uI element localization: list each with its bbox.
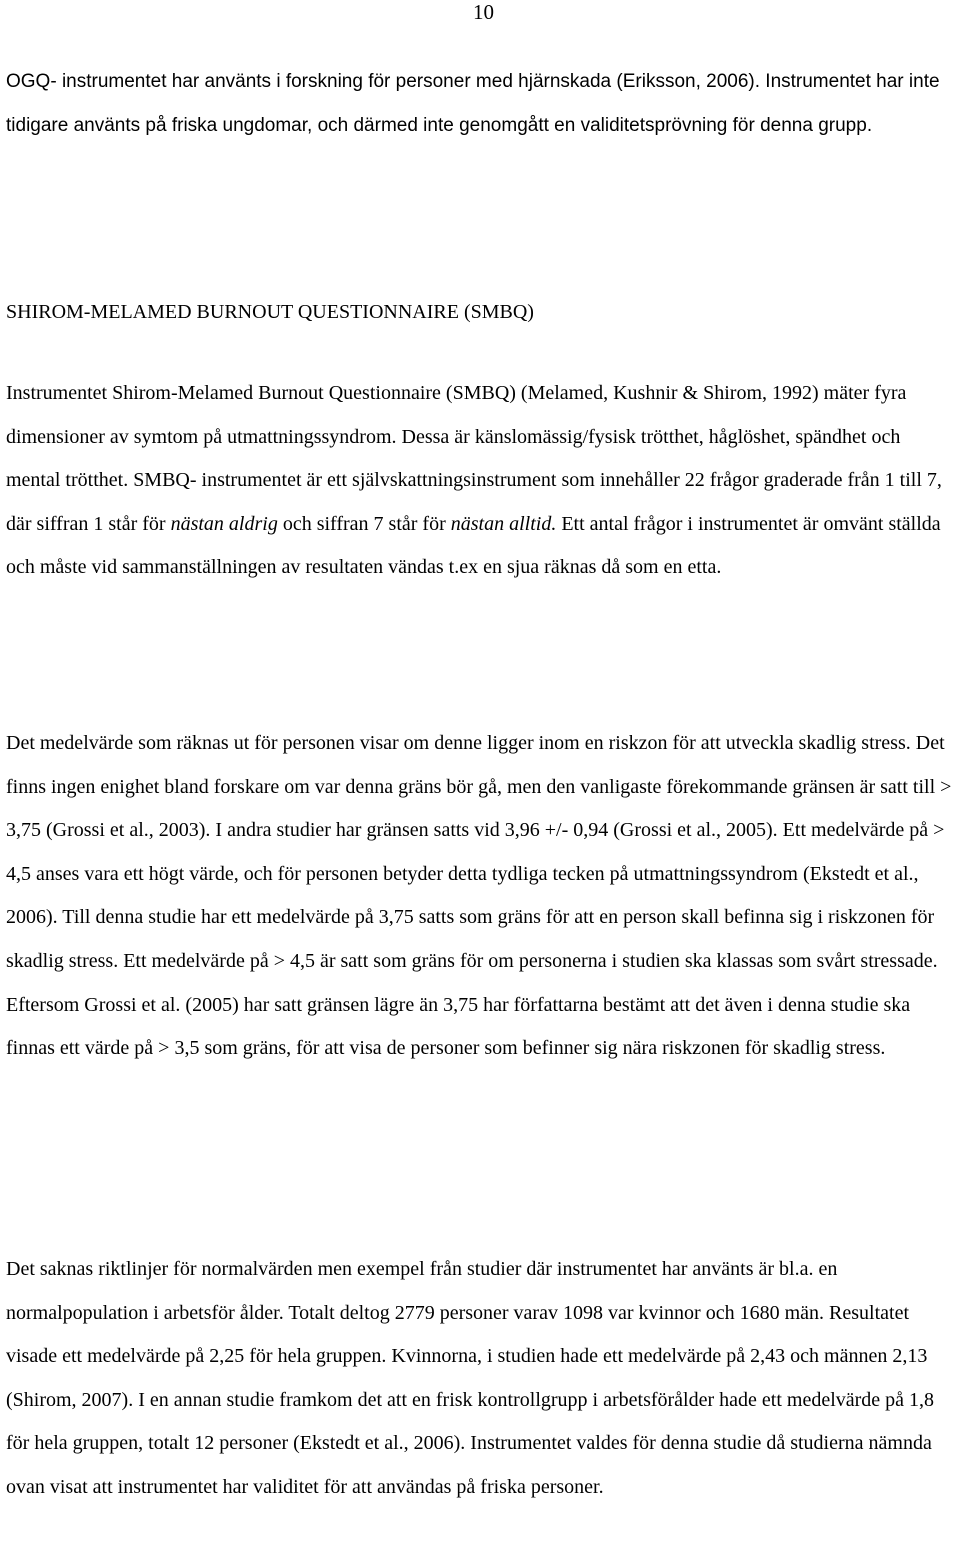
- paragraph-text-part-3: Ett antal frågor i instrumentet är omvänt ställda och måste vid sammanställningen av resultaten vändas t.ex en sjua räknas då som en etta.: [6, 512, 941, 579]
- paragraph-text-part-2: och siffran 7 står för: [277, 512, 451, 535]
- paragraph-italic-term-1: nästan aldrig: [170, 512, 278, 535]
- paragraph-text-part-1: Instrumentet Shirom-Melamed Burnout Questionnaire (SMBQ) (Melamed, Kushnir & Shirom, 1992) mäter fyra dimensioner av symtom på utmattningssyndrom. Dessa är känslomässig/fysisk trötthet, håglöshet, spändhet och mental trötthet. SMBQ- instrumentet är ett självskattningsinstrument som innehåller 22 frågor graderade från 1 till 7, där siffran 1 står för: [6, 382, 942, 535]
- section-heading: SHIROM-MELAMED BURNOUT QUESTIONNAIRE (SMBQ): [6, 301, 534, 323]
- intro-paragraph: OGQ- instrumentet har använts i forskning för personer med hjärnskada (Eriksson, 2006). Instrumentet har inte tidigare använts på friska ungdomar, och därmed inte genomgått en validitetsprövning för denna grupp.: [6, 71, 940, 136]
- normal-values-paragraph: Det saknas riktlinjer för normalvärden men exempel från studier där instrumentet har använts är bl.a. en normalpopulation i arbetsför ålder. Totalt deltog 2779 personer varav 1098 var kvinnor och 1680 män. Resultatet visade ett medelvärde på 2,25 för hela gruppen. Kvinnorna, i studien hade ett medelvärde på 2,43 och männen 2,13 (Shirom, 2007). I en annan studie framkom det att en frisk kontrollgrupp i arbetsförålder hade ett medelvärde på 1,8 för hela gruppen, totalt 12 personer (Ekstedt et al., 2006). Instrumentet valdes för denna studie då studierna nämnda ovan visat att instrumentet har validitet för att användas på friska personer.: [6, 1258, 935, 1498]
- smbq-description-paragraph: [6, 372, 956, 590]
- risk-zone-paragraph: Det medelvärde som räknas ut för personen visar om denne ligger inom en riskzon för att utveckla skadlig stress. Det finns ingen enighet bland forskare om var denna gräns bör gå, men den vanligaste förekommande gränsen är satt till > 3,75 (Grossi et al., 2003). I andra studier har gränsen satts vid 3,96 +/- 0,94 (Grossi et al., 2005). Ett medelvärde på > 4,5 anses vara ett högt värde, och för personen betyder detta tydliga tecken på utmattningssyndrom (Ekstedt et al., 2006). Till denna studie har ett medelvärde på 3,75 satts som gräns för att en person skall befinna sig i riskzonen för skadlig stress. Ett medelvärde på > 4,5 är satt som gräns för om personerna i studien ska klassas som svårt stressade. Eftersom Grossi et al. (2005) har satt gränsen lägre än 3,75 har författarna bestämt att det även i denna studie ska finnas ett värde på > 3,5 som gräns, för att visa de personer som befinner sig nära riskzonen för skadlig stress.: [6, 732, 952, 1060]
- page-number: 10: [473, 0, 494, 24]
- paragraph-italic-term-2: nästan alltid.: [450, 512, 557, 535]
